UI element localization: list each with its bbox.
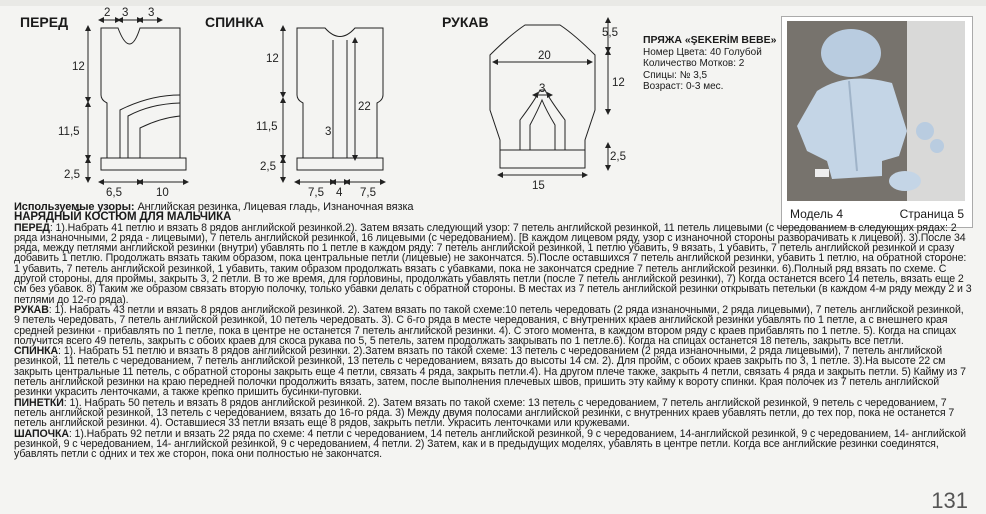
back-dim-1: 12 bbox=[266, 53, 279, 65]
sleeve-dim-1: 5,5 bbox=[602, 27, 618, 39]
front-dim-7: 6,5 bbox=[106, 187, 122, 199]
hat-instructions bbox=[14, 429, 972, 460]
front-dim-2: 3 bbox=[122, 7, 129, 19]
sleeve-diagram-title: РУКАВ bbox=[442, 14, 489, 30]
front-dim-6: 2,5 bbox=[64, 169, 80, 181]
sleeve-dim-3: 20 bbox=[538, 50, 551, 62]
section-heading: НАРЯДНЫЙ КОСТЮМ ДЛЯ МАЛЬЧИКА bbox=[14, 211, 232, 224]
front-text: : 1).Набрать 41 петлю и вязать 8 рядов английской резинкой.2). Затем вязать следующий узор: 7 петель английской резинкой, 11 петель лицевыми (с чередованием в следующих рядах: 2 ряда изнаночными, 2 ряда - лицевыми), 7 петель английской резинкой, 16 лицевыми (с чередованием). [В каждом лицевом ряду, узор с изнаночной стороны разворачивать к лицевой). 3).После 34 ряда, между петлями английской резинки (внутри) убавлять по 1 петле в каждом ряду: 7 петель английской резинкой, 1 петлю убавить, 9 вязать, 1 убавить, 7 петель английской резинкой и сразу добавить 1 петлю. Продолжать вязать таким образом, пока центральные петли (лицевые) не закончатся. 5).После оставшихся 7 петель английской резинки, убавить 1 петлю, на обратной стороне: 1 убавить, 7 петель английской резинкой, 1 убавить, таким образом продолжать вязать с убавками, пока не закончатся средние 7 петель английской резинки. 6).Полный ряд вязать по схеме. С другой стороны, для проймы, закрыть 3, 2 петли. В то же время, для горловины, продолжать убавлять петли (после 7 петель английской резинки), 7) Когда останется всего 14 петель, вязать еще 2 см без убавок. 8) Таким же образом связать вторую полочку, только убавки делать с обратной стороны. В местах из 7 петель английской резинки открывать петельки (в каждом 4-м ряду между 2 и 3 петлями до 12-го ряда). bbox=[14, 221, 972, 306]
yarn-info bbox=[643, 35, 783, 93]
front-diagram bbox=[101, 28, 186, 170]
front-dim-8: 10 bbox=[156, 187, 169, 199]
back-label: СПИНКА bbox=[14, 345, 59, 358]
back-dim-2: 22 bbox=[358, 101, 371, 113]
booties-instructions bbox=[14, 398, 972, 429]
front-instructions bbox=[14, 223, 972, 305]
model-number: Модель 4 bbox=[790, 207, 844, 221]
booties-label: ПИНЕТКИ bbox=[14, 396, 64, 409]
sleeve-diagram bbox=[490, 25, 595, 168]
sleeve-dim-6: 15 bbox=[532, 180, 545, 192]
sleeve-label: РУКАВ bbox=[14, 303, 49, 316]
front-dim-5: 11,5 bbox=[58, 126, 80, 138]
sleeve-dim-2: 12 bbox=[612, 77, 625, 89]
hat-label: ШАПОЧКА bbox=[14, 427, 69, 440]
yarn-line: Количество Мотков: 2 bbox=[643, 58, 745, 69]
front-label: ПЕРЕД bbox=[14, 221, 50, 234]
front-diagram-title: ПЕРЕД bbox=[20, 14, 69, 30]
model-photo bbox=[787, 21, 965, 201]
page-reference: Страница 5 bbox=[899, 207, 964, 221]
back-instructions bbox=[14, 346, 972, 397]
back-dim-7: 4 bbox=[336, 187, 343, 199]
back-text: : 1). Набрать 51 петлю и вязать 8 рядов английской резинки. 2).Затем вязать по такой схеме: 13 петель с чередованием (2 ряда изнаночными, 2 ряда лицевыми), 7 петель английской резинкой, 11 петель с чередованием, 7 петель английской резинкой, 13 петель с чередованием, вязать до высоты 14 см. 2). Для пройм, с обоих краев закрыть по 3, 1 петле. 3).На высоте 22 см закрыть центральные 11 петель, с обратной стороны закрыть еще 4 петли, связать 4 ряда, закрыть петли.4). На другом плече также, закрыть 4 петли, связать 4 ряда и закрыть петли. 5) Кайму из 7 петель английской резинки на краю передней полочки продолжить вязать, затем, после выполнения плечевых швов, пришить эту кайму к вороту спинки. Края полочек из 7 петель английской резинки украсить ленточками, а также крепко пришить бусинки-пуговки. bbox=[14, 345, 966, 399]
sleeve-dim-4: 3 bbox=[539, 83, 546, 95]
booties-text: : 1). Набрать 50 петель и вязать 8 рядов английской резинкой. 2). Затем вязать по такой схеме: 13 петель с чередованием, 7 петель английской резинкой, 9 петель с чередованием, 7 петель английской резинкой, 13 петель с чередованием, вязать до 16-го ряда. 3) Между двумя полосами английской резинки, с внутренних краев убавлять петли, до тех пор, пока не останется 7 петель английской резинки. 4). Оставшиеся 33 петли вязать еще 8 рядов, закрыть петли. Украсить ленточками или кружевами. bbox=[14, 396, 955, 430]
back-dim-6: 7,5 bbox=[308, 187, 324, 199]
page-number: 131 bbox=[931, 488, 968, 513]
instructions bbox=[14, 202, 972, 459]
back-dim-5: 2,5 bbox=[260, 161, 276, 173]
yarn-line: Спицы: № 3,5 bbox=[643, 69, 708, 81]
yarn-line: Номер Цвета: 40 Голубой bbox=[643, 46, 762, 58]
front-dim-3: 3 bbox=[148, 7, 155, 19]
pattern-diagrams bbox=[0, 0, 640, 205]
back-dim-3: 11,5 bbox=[256, 121, 278, 133]
back-dim-4: 3 bbox=[325, 126, 332, 138]
yarn-line: Возраст: 0-3 мес. bbox=[643, 81, 724, 92]
sleeve-instructions bbox=[14, 305, 972, 346]
back-dim-8: 7,5 bbox=[360, 187, 376, 199]
baby-suit-photo bbox=[787, 21, 965, 201]
yarn-title: ПРЯЖА «ŞEKERİM BEBE» bbox=[643, 34, 777, 46]
front-dim-1: 2 bbox=[104, 7, 111, 19]
model-photo-card bbox=[781, 16, 973, 228]
hat-text: : 1).Набрать 92 петли и вязать 22 ряда по схеме: 4 петли с чередованием, 14 петель английской резинкой, 9 с чередованием, 14-английской резинкой, 9 с чередованием, 14- английской резинкой, 9 с чередованием, 14- английской резинкой, 9 с чередованием, 4 петли. 2) Затем, как и в предыдущих моделях, убавлять в центре петли. Когда все английские резинки соединятся, убавлять петли с одних и тех же сторон, пока они полностью не закончатся. bbox=[14, 427, 966, 461]
back-diagram bbox=[297, 28, 383, 170]
front-dim-4: 12 bbox=[72, 61, 85, 73]
patterns-label: Используемые узоры: bbox=[14, 201, 135, 213]
sleeve-dim-5: 2,5 bbox=[610, 151, 626, 163]
sleeve-text: : 1). Набрать 43 петли и вязать 8 рядов английской резинкой. 2). Затем вязать по такой схеме:10 петель чередовать (2 ряда изнаночными, 2 ряда лицевыми), 7 петель английской резинкой, 9 петель чередовать, 7 петель английской резинкой, 10 петель чередовать. 3). С 6-го ряда в месте чередования, с внутренних краев английской резинки убавлять по 1 петле, а с внешнего края средней резинки - прибавлять по 1 петле, пока в центре не останется 7 петель английской резинки. 4). С этого момента, в каждом втором ряду с краев прибавлять по 1 петле. 5). Когда на спицах получится всего 49 петель, закрыть с обоих краев для скоса рукава по 5, 5 петель, затем продолжать закрывать по 1 петле.6). Когда на спицах останется 18 петель, закрыть все петли. bbox=[14, 303, 964, 347]
back-diagram-title: СПИНКА bbox=[205, 14, 265, 30]
patterns-value: Английская резинка, Лицевая гладь, Изнаночная вязка bbox=[134, 201, 414, 213]
